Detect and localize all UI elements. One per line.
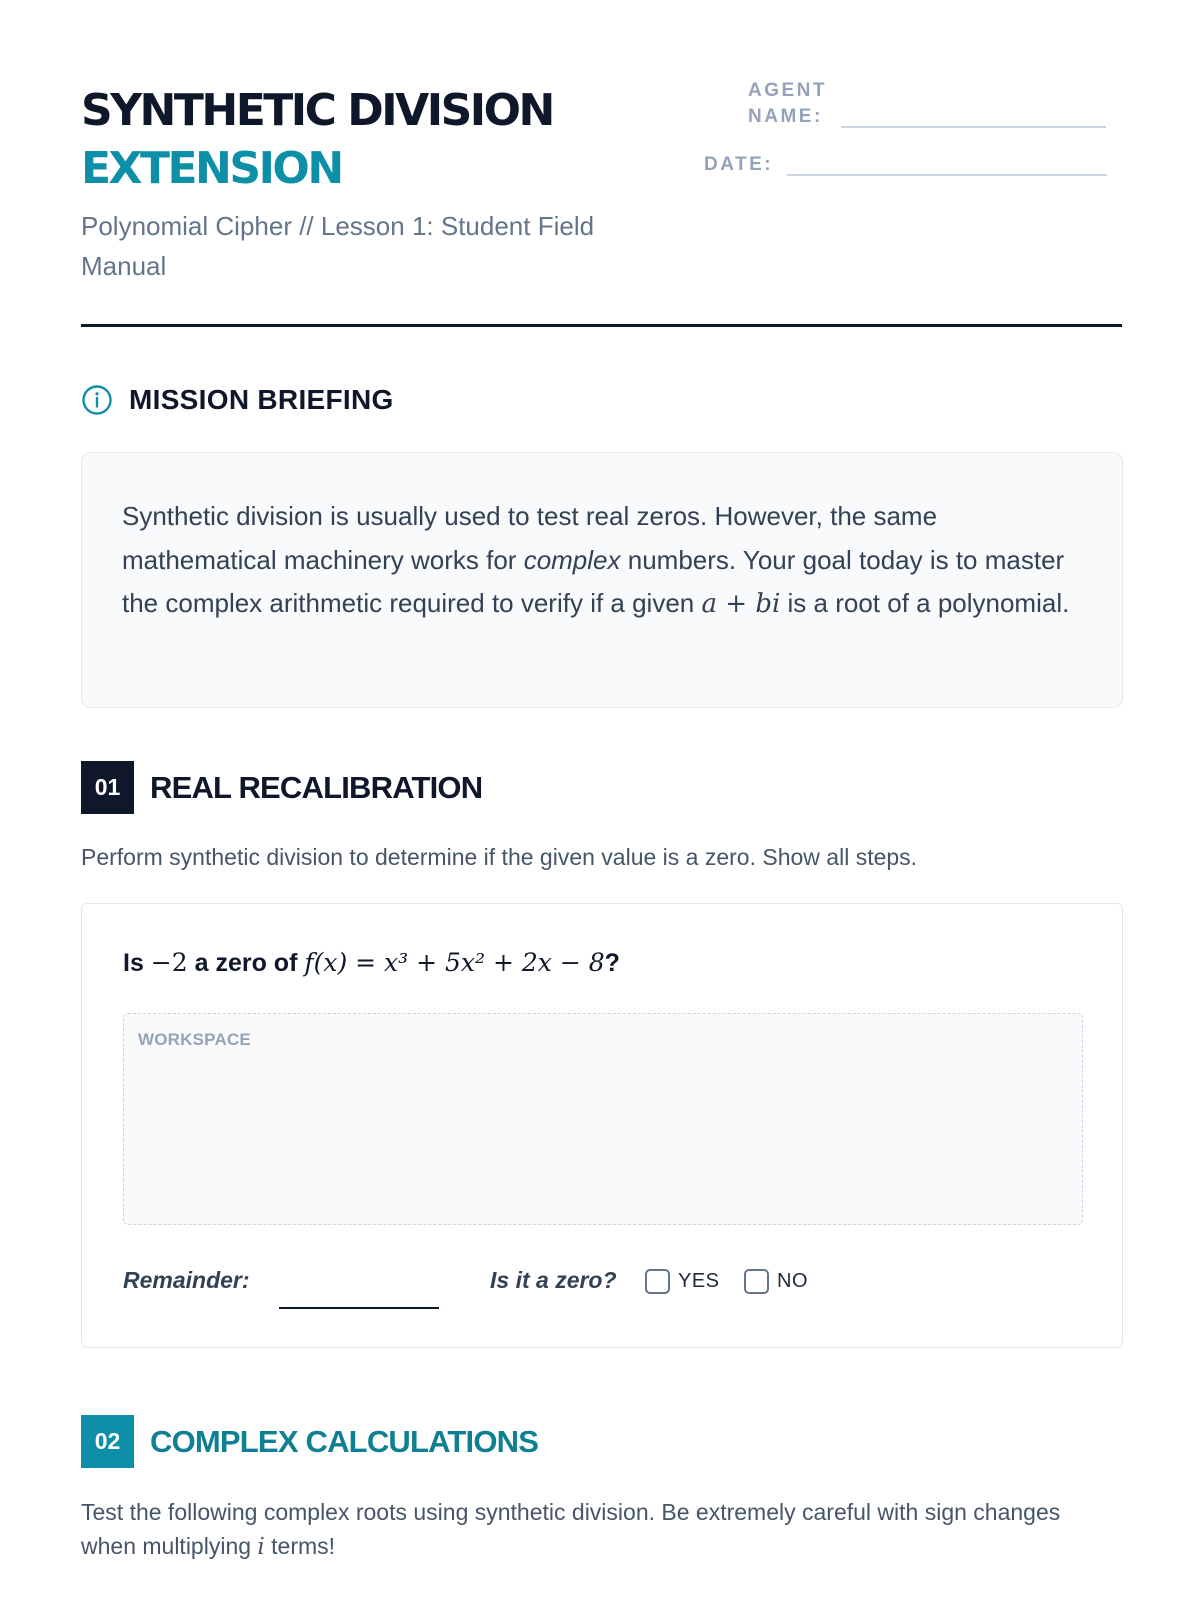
briefing-title: MISSION BRIEFING	[129, 384, 394, 415]
yes-checkbox-icon[interactable]	[645, 1269, 670, 1294]
section-2-description: Test the following complex roots using synthetic division. Be extremely careful with sign changes when multiplying i terms!	[81, 1499, 1061, 1560]
remainder-label: Remainder:	[123, 1267, 250, 1293]
section-1-title: REAL RECALIBRATION	[150, 769, 483, 805]
agent-name-field	[748, 78, 1106, 130]
briefing-text: Synthetic division is usually used to test real zeros. However, the same mathematical machinery works for complex numbers. Your goal today is to master the complex arithmetic required to verify if a given a + bi is a root of a polynomial.	[122, 501, 1070, 619]
section-2-badge: 02	[81, 1415, 134, 1468]
page-subtitle: Polynomial Cipher // Lesson 1: Student Field Manual	[81, 211, 595, 281]
section-2-title: COMPLEX CALCULATIONS	[150, 1423, 539, 1459]
date-field	[704, 152, 1107, 178]
section-1-badge: 01	[81, 761, 134, 814]
briefing-heading	[81, 384, 394, 416]
yes-option[interactable]	[645, 1269, 720, 1294]
page-title: SYNTHETIC DIVISION	[81, 85, 553, 136]
agent-name-label: AGENT NAME:	[748, 80, 827, 127]
section-1-description: Perform synthetic division to determine if the given value is a zero. Show all steps.	[81, 844, 918, 870]
zero-question-label: Is it a zero?	[490, 1267, 617, 1293]
workspace-label: WORKSPACE	[138, 1030, 251, 1049]
problem-card	[81, 903, 1123, 1348]
title-block	[81, 82, 661, 286]
page-header	[81, 82, 1122, 327]
workspace-area[interactable]	[123, 1013, 1083, 1225]
answer-row	[123, 1267, 1083, 1317]
section-2-heading	[81, 1415, 538, 1468]
no-checkbox-icon[interactable]	[744, 1269, 769, 1294]
remainder-input[interactable]	[279, 1307, 439, 1309]
page-title-accent: EXTENSION	[81, 143, 342, 194]
problem-question: Is −2 a zero of f(x) = x³ + 5x² + 2x − 8?	[123, 948, 620, 977]
date-input[interactable]	[787, 174, 1107, 176]
date-label: DATE:	[704, 154, 774, 175]
yes-label: YES	[678, 1270, 720, 1292]
no-label: NO	[777, 1270, 808, 1292]
agent-name-input[interactable]	[841, 126, 1106, 128]
info-circle-icon	[81, 384, 113, 416]
section-1-heading	[81, 761, 482, 814]
no-option[interactable]	[744, 1269, 808, 1294]
briefing-box	[81, 452, 1123, 708]
